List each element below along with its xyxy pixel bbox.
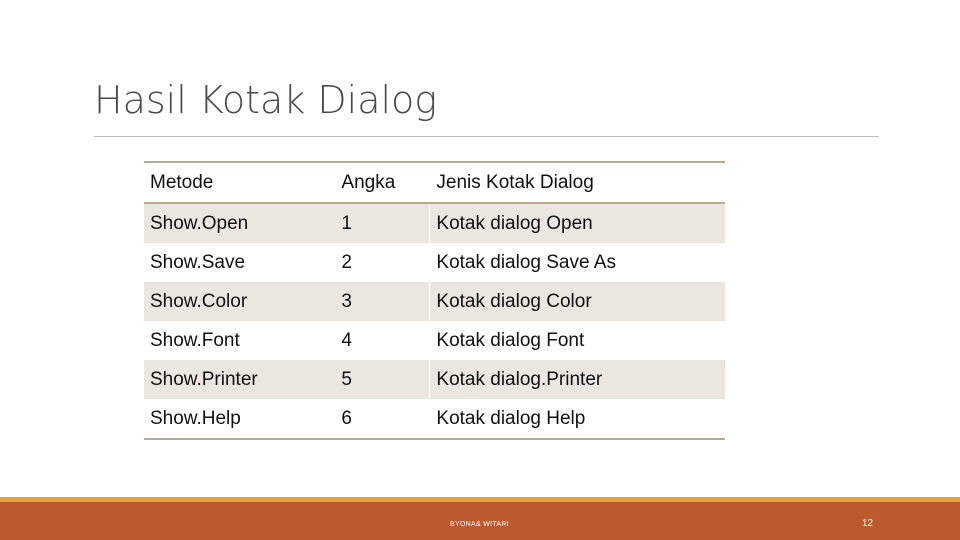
cell-angka: 6 — [335, 399, 429, 439]
slide-title: Hasil Kotak Dialog — [94, 78, 438, 122]
footer-bar — [0, 497, 960, 540]
cell-jenis: Kotak dialog Font — [436, 329, 585, 351]
cell-jenis: Kotak dialog Save As — [436, 251, 616, 273]
dialog-methods-table — [144, 161, 725, 440]
cell-metode: Show.Open — [144, 203, 335, 243]
cell-angka: 4 — [335, 321, 429, 360]
header-angka: Angka — [335, 162, 429, 203]
cell-angka: 2 — [335, 243, 429, 282]
footer-author-text: BYONA& WITARI — [450, 521, 509, 528]
page-number: 12 — [862, 518, 874, 529]
cell-jenis: Kotak dialog Help — [436, 407, 586, 429]
cell-angka: 1 — [335, 203, 429, 243]
cell-metode: Show.Printer — [144, 360, 335, 399]
cell-angka: 5 — [335, 360, 429, 399]
cell-jenis: Kotak dialog Open — [430, 203, 725, 243]
table-row — [144, 282, 725, 321]
header-jenis-kotak-dialog: Jenis Kotak Dialog — [436, 171, 594, 193]
table-row — [144, 399, 725, 439]
cell-metode: Show.Color — [144, 282, 335, 321]
header-metode: Metode — [150, 171, 214, 193]
cell-metode: Show.Font — [150, 329, 240, 351]
cell-jenis: Kotak dialog.Printer — [430, 360, 725, 399]
cell-angka: 3 — [335, 282, 429, 321]
table-row — [144, 243, 725, 282]
table-row — [144, 321, 725, 360]
cell-metode: Show.Help — [150, 407, 241, 429]
cell-metode: Show.Save — [150, 251, 246, 273]
table-row — [144, 203, 725, 243]
title-divider — [94, 136, 879, 137]
cell-jenis: Kotak dialog Color — [430, 282, 725, 321]
table-header-row — [144, 162, 725, 203]
table-row — [144, 360, 725, 399]
